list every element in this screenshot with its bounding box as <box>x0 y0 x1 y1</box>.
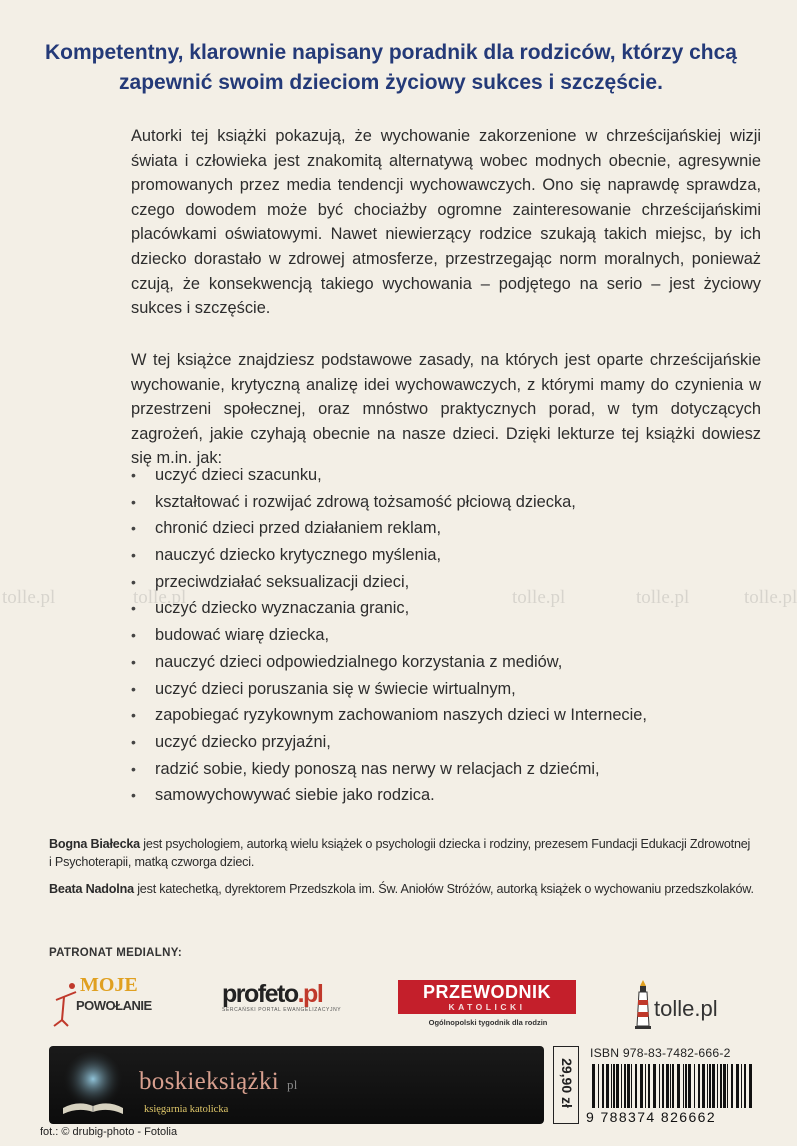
author-description: jest psychologiem, autorką wielu książek o psychologii dziecka i rodziny, prezesem Fundacji Edukacji Zdrowotnej i Psychoterapii, matką czworga dzieci. <box>49 837 751 869</box>
boskieksiazki-banner <box>49 1046 544 1124</box>
price-box <box>553 1046 579 1124</box>
barcode-bar <box>666 1064 669 1108</box>
store-name: boskieksiążki <box>139 1068 279 1095</box>
barcode-bar <box>659 1064 660 1108</box>
przewodnik-subtitle: Ogólnopolski tygodnik dla rodzin <box>428 1018 548 1027</box>
barcode-bar <box>611 1064 612 1108</box>
barcode-bar <box>694 1064 695 1108</box>
isbn-text: ISBN 978-83-7482-666-2 <box>590 1046 731 1060</box>
author-bio-2 <box>49 880 755 898</box>
barcode-bar <box>720 1064 722 1108</box>
topic-list-item <box>131 515 761 542</box>
topic-text: przeciwdziałać seksualizacji dzieci, <box>155 572 410 591</box>
topic-text: uczyć dzieci poruszania się w świecie wirtualnym, <box>155 679 516 698</box>
barcode-bar <box>613 1064 615 1108</box>
topic-list <box>131 462 761 809</box>
topic-text: chronić dzieci przed działaniem reklam, <box>155 519 442 538</box>
barcode-digits: 9 788374 826662 <box>586 1109 716 1125</box>
barcode-bar <box>662 1064 664 1108</box>
topic-list-item <box>131 782 761 809</box>
topic-list-item <box>131 649 761 676</box>
przewodnik-katolicki-logo <box>398 980 578 1036</box>
bullet-marker: • <box>131 653 136 670</box>
topic-text: kształtować i rozwijać zdrową tożsamość płciową dziecka, <box>155 492 576 511</box>
author-bio-1 <box>49 835 755 871</box>
bullet-marker: • <box>131 493 136 510</box>
barcode-bar <box>624 1064 626 1108</box>
author-name: Beata Nadolna <box>49 882 134 896</box>
topic-text: radzić sobie, kiedy ponoszą nas nerwy w relacjach z dziećmi, <box>155 759 600 778</box>
topic-text: nauczyć dzieci odpowiedzialnego korzystania z mediów, <box>155 652 563 671</box>
moje-text: MOJE <box>80 974 138 996</box>
katolicki-text: KATOLICKI <box>448 1002 526 1012</box>
barcode-bar <box>736 1064 739 1108</box>
price-text: 29,90 zł <box>559 1058 575 1108</box>
profeto-subtitle: SERCAŃSKI PORTAL EWANGELIZACYJNY <box>222 1007 342 1013</box>
topic-list-item <box>131 676 761 703</box>
barcode-bar <box>698 1064 700 1108</box>
bullet-marker: • <box>131 520 136 537</box>
barcode-bar <box>616 1064 619 1108</box>
barcode-bar <box>685 1064 687 1108</box>
watermark: tolle.pl <box>636 587 690 608</box>
bullet-marker: • <box>131 573 136 590</box>
topic-list-item <box>131 622 761 649</box>
watermark: tolle.pl <box>2 587 56 608</box>
barcode-bar <box>602 1064 604 1108</box>
barcode-bar <box>707 1064 708 1108</box>
author-name: Bogna Białecka <box>49 837 140 851</box>
barcode-bar <box>731 1064 733 1108</box>
bullet-marker: • <box>131 760 136 777</box>
lighthouse-icon <box>632 978 654 1030</box>
bullet-marker: • <box>131 600 136 617</box>
barcode-bar <box>672 1064 674 1108</box>
barcode-bar <box>702 1064 705 1108</box>
barcode-bar <box>712 1064 715 1108</box>
topic-text: samowychowywać siebie jako rodzica. <box>155 786 435 805</box>
topic-list-item <box>131 462 761 489</box>
barcode-bar <box>627 1064 630 1108</box>
barcode-bar <box>717 1064 718 1108</box>
barcode-bar <box>688 1064 691 1108</box>
topic-list-item <box>131 702 761 729</box>
topic-list-item <box>131 729 761 756</box>
bullet-marker: • <box>131 627 136 644</box>
moje-powolanie-logo <box>50 970 160 1028</box>
author-description: jest katechetką, dyrektorem Przedszkola im. Św. Aniołów Stróżów, autorką książek o wychowaniu przedszkolaków. <box>133 882 754 896</box>
barcode-bar <box>648 1064 650 1108</box>
topic-text: nauczyć dziecko krytycznego myślenia, <box>155 546 442 565</box>
topic-list-item <box>131 542 761 569</box>
bullet-marker: • <box>131 787 136 804</box>
topic-list-item <box>131 595 761 622</box>
profeto-logo <box>222 980 372 1030</box>
barcode-bar <box>592 1064 595 1108</box>
media-patron-logos <box>0 970 782 1040</box>
topic-text: zapobiegać ryzykownym zachowaniom naszych dzieci w Internecie, <box>155 706 647 725</box>
barcode-bar <box>598 1064 599 1108</box>
description-paragraph-2: W tej książce znajdziesz podstawowe zasady, na których jest oparte chrześcijańskie wychowanie, krytyczną analizę idei wychowawczych, z którymi mamy do czynienia w przestrzeni społecznej, oraz mnóstwo praktycznych porad, w tym dotyczących zagrożeń, jakie czyhają obecnie na nasze dzieci. Dzięki lekturze tej książki dowiesz się m.in. jak: <box>131 351 761 468</box>
barcode-icon <box>590 1064 758 1108</box>
barcode-bar <box>741 1064 742 1108</box>
media-patronage-label: PATRONAT MEDIALNY: <box>49 947 182 959</box>
topic-list-item <box>131 756 761 783</box>
profeto-text: profeto <box>222 980 298 1008</box>
barcode-bar <box>606 1064 609 1108</box>
description-paragraph-1: Autorki tej książki pokazują, że wychowanie zakorzenione w chrześcijańskiej wizji świata i człowieka jest znakomitą alternatywą wobec modnych obecnie, agresywnie promowanych przez media tendencji wychowawczych. Ono się naprawdę sprawdza, czego dowodem może być chociażby ogromne zainteresowanie chrześcijańskimi placówkami oświatowymi. Nawet niewierzący rodzice szukają takich miejsc, by ich dziecko dorastało w zdrowej atmosferze, przestrzegając norm moralnych, ponieważ czują, że konsekwencją takiego wychowania – podjętego na serio – jest życiowy sukces i szczęście. <box>131 127 761 318</box>
barcode-bar <box>677 1064 680 1108</box>
topic-text: budować wiarę dziecka, <box>155 626 330 645</box>
bullet-marker: • <box>131 707 136 724</box>
barcode-bar <box>670 1064 671 1108</box>
barcode-bar <box>723 1064 726 1108</box>
topic-text: uczyć dzieci szacunku, <box>155 466 322 484</box>
barcode-bar <box>727 1064 728 1108</box>
store-subtitle: księgarnia katolicka <box>144 1104 229 1115</box>
profeto-tld: .pl <box>297 980 323 1008</box>
watermark: tolle.pl <box>133 587 187 608</box>
bullet-marker: • <box>131 547 136 564</box>
store-tld: pl <box>286 1077 298 1092</box>
barcode-bar <box>621 1064 622 1108</box>
topic-text: uczyć dziecko przyjaźni, <box>155 732 331 751</box>
open-book-icon <box>53 1050 133 1122</box>
barcode-bar <box>744 1064 746 1108</box>
watermark: tolle.pl <box>744 587 797 608</box>
przewodnik-text: PRZEWODNIK <box>423 982 551 1002</box>
bullet-marker: • <box>131 733 136 750</box>
barcode-bar <box>683 1064 684 1108</box>
barcode-bar <box>631 1064 632 1108</box>
barcode-bar <box>640 1064 643 1108</box>
barcode-bar <box>749 1064 752 1108</box>
topic-text: uczyć dziecko wyznaczania granic, <box>155 599 410 618</box>
tolle-text: tolle.pl <box>654 996 718 1021</box>
barcode-bar <box>653 1064 656 1108</box>
topic-list-item <box>131 569 761 596</box>
barcode-bar <box>709 1064 711 1108</box>
tolle-logo <box>632 978 742 1034</box>
bullet-marker: • <box>131 680 136 697</box>
barcode-bar <box>635 1064 637 1108</box>
photo-credit: fot.: © drubig-photo - Fotolia <box>40 1126 178 1138</box>
topic-list-item <box>131 489 761 516</box>
watermark: tolle.pl <box>512 587 566 608</box>
bullet-marker: • <box>131 467 136 483</box>
barcode-bar <box>645 1064 646 1108</box>
powolanie-text: POWOŁANIE <box>76 998 152 1013</box>
headline: Kompetentny, klarownie napisany poradnik dla rodziców, którzy chcą zapewnić swoim dzieciom życiowy sukces i szczęście. <box>45 41 737 94</box>
